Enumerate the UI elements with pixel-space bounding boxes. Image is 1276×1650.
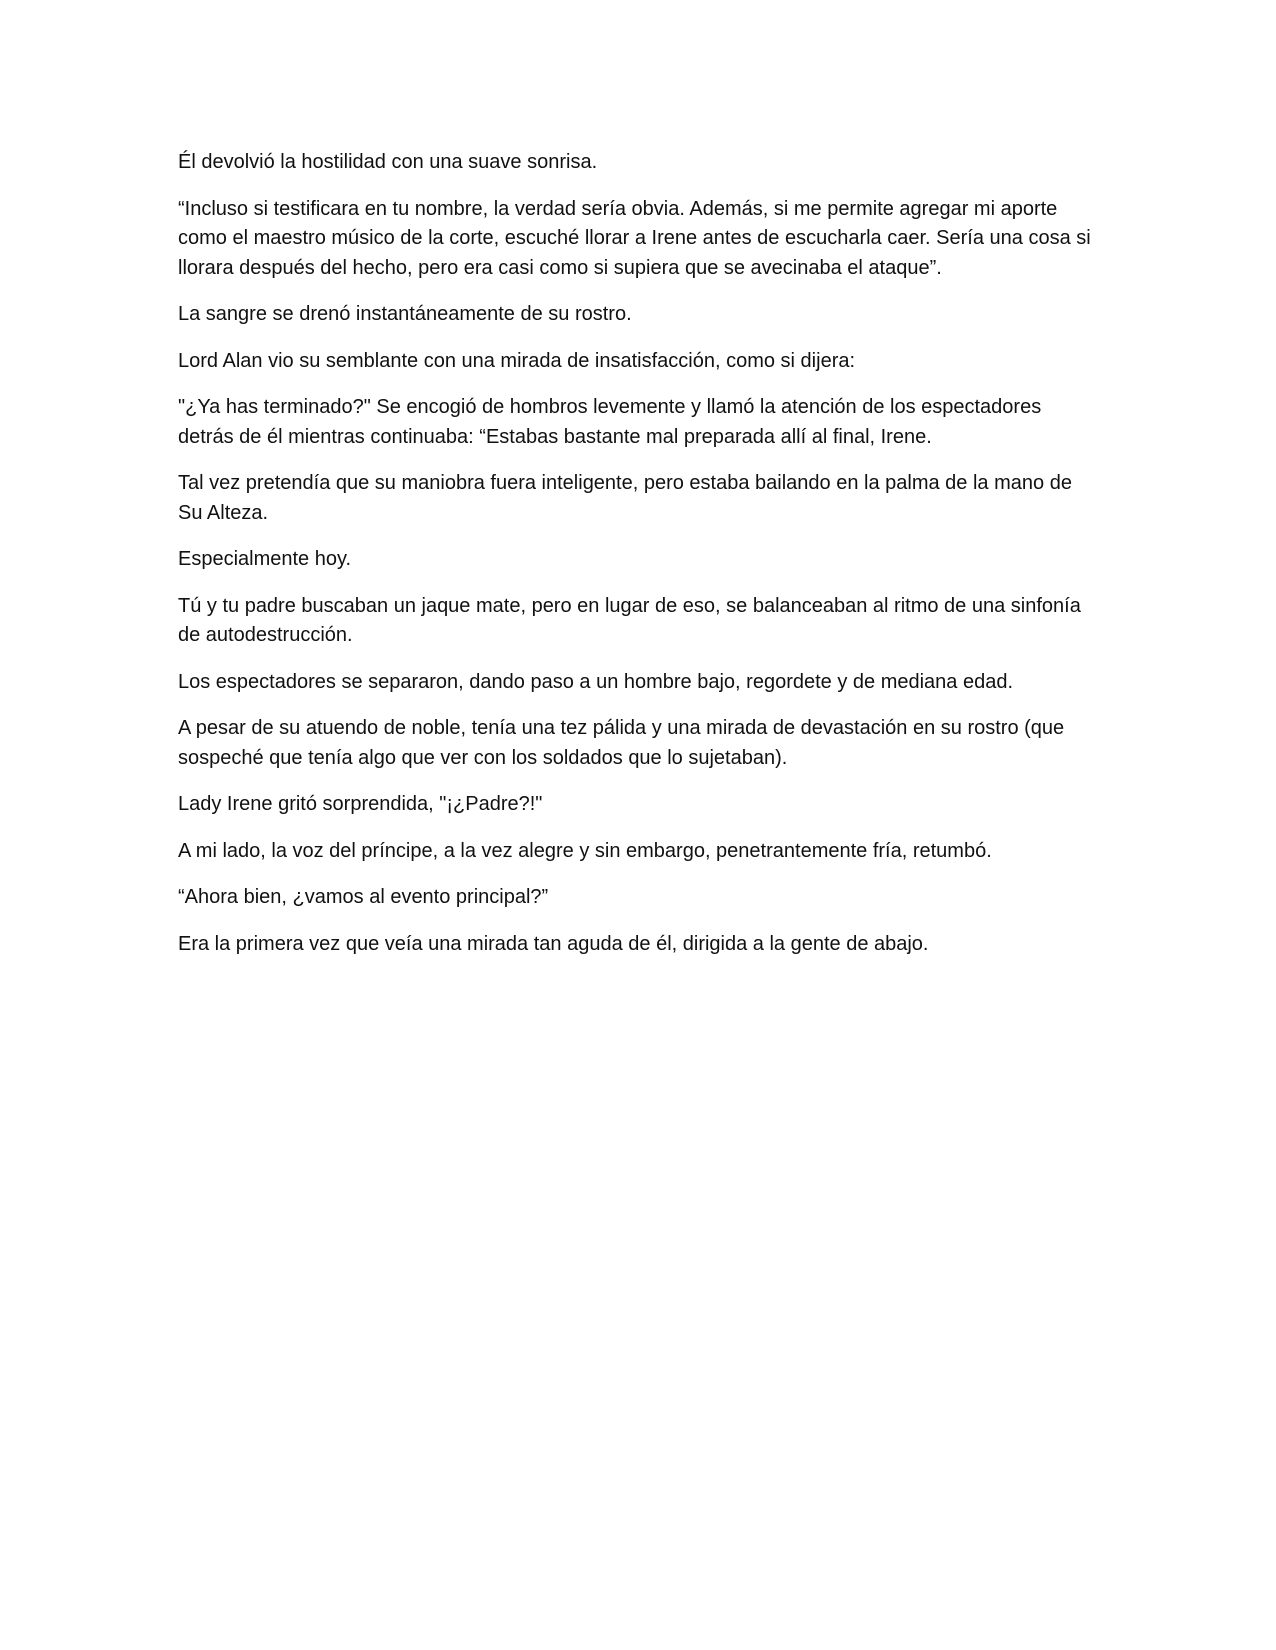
paragraph: Lord Alan vio su semblante con una mirada de insatisfacción, como si dijera: — [178, 349, 856, 372]
paragraph: Tal vez pretendía que su maniobra fuera inteligente, pero estaba bailando en la palma de la mano de Su Alteza. — [178, 472, 1072, 524]
paragraph: A pesar de su atuendo de noble, tenía una tez pálida y una mirada de devastación en su rostro (que sospeché que tenía algo que ver con los soldados que lo sujetaban). — [178, 717, 1065, 769]
paragraph: Lady Irene gritó sorprendida, "¡¿Padre?!" — [178, 793, 543, 815]
paragraph: Era la primera vez que veía una mirada tan aguda de él, dirigida a la gente de abajo. — [178, 932, 929, 955]
paragraph: Él devolvió la hostilidad con una suave sonrisa. — [178, 151, 598, 173]
paragraph: La sangre se drenó instantáneamente de su rostro. — [178, 303, 632, 325]
paragraph: “Incluso si testificara en tu nombre, la verdad sería obvia. Además, si me permite agregar mi aporte como el maestro músico de la corte, escuché llorar a Irene antes de escucharla caer. Sería una cosa si llorara después del hecho, pero era casi como si supiera que se avecinaba el ataque”. — [178, 197, 1091, 279]
paragraph: A mi lado, la voz del príncipe, a la vez alegre y sin embargo, penetrantemente fría, retumbó. — [178, 839, 992, 862]
paragraph: Tú y tu padre buscaban un jaque mate, pero en lugar de eso, se balanceaban al ritmo de una sinfonía de autodestrucción. — [178, 594, 1081, 646]
paragraph: "¿Ya has terminado?" Se encogió de hombros levemente y llamó la atención de los espectadores detrás de él mientras continuaba: “Estabas bastante mal preparada allí al final, Irene. — [178, 396, 1042, 448]
paragraph: “Ahora bien, ¿vamos al evento principal?” — [178, 886, 549, 908]
document-body — [178, 148, 1098, 976]
paragraph: Especialmente hoy. — [178, 548, 352, 570]
paragraph: Los espectadores se separaron, dando paso a un hombre bajo, regordete y de mediana edad. — [178, 670, 1014, 693]
